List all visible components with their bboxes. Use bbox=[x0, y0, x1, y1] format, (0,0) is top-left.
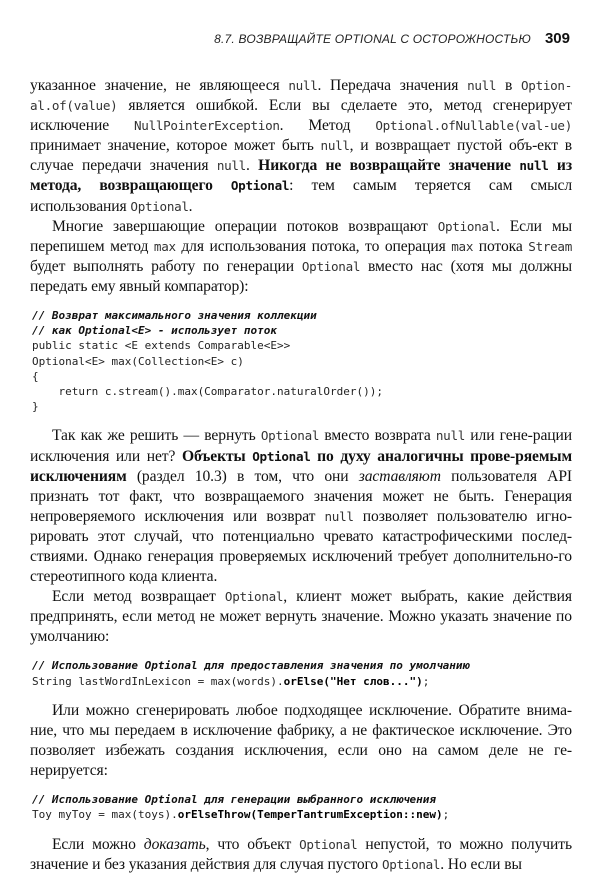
paragraph-6: Если можно доказать, что объект Optional непустой, то можно получить значение и без указания действия для случая пустого Optional. Но если вы bbox=[30, 835, 573, 873]
emphasis: Объекты Optional по духу аналогичны прове-ряемым исключениям bbox=[30, 447, 572, 485]
code-listing-orelse: // Использование Optional для предоставления значения по умолчанию String lastWordInLexicon = max(words).orElse("Нет слов..."); bbox=[32, 659, 470, 688]
paragraph-3: Так как же решить — вернуть Optional вместо возврата null или гене-рации исключения или нет? Объекты Optional по духу аналогичны прове-ряемым исключениям (раздел 10.3) в том, что они заставляют пользователя API признать тот факт, что возвращаемого значения может не быть. Генерация непроверяемого исключения или возврат null позволяет пользователю игно-рировать этот случай, что потенциально чревато катастрофическими послед-ствиями. Однако генерация проверяемых исключений требует дополнительно-го стереотипного кода клиента. bbox=[30, 427, 573, 586]
paragraph-1: указанное значение, не являющееся null. Передача значения null в Option-al.of(value) является ошибкой. Если вы сделаете это, метод сгенерирует исключение NullPointerException. Метод Optional.ofNullable(val-ue) принимает значение, которое может быть null, и возвращает пустой объ-ект в случае передачи значения null. Никогда не возвращайте значение null из метода, возвращающего Optional: тем самым теряется сам смысл использования Optional. bbox=[30, 77, 572, 215]
page-body bbox=[30, 76, 572, 875]
emphasis: Никогда не возвращайте значение null из метода, возвращающего Optional bbox=[30, 157, 572, 195]
page-header bbox=[30, 30, 570, 52]
page-number: 309 bbox=[544, 30, 570, 47]
code-listing-max: // Возврат максимального значения коллекции // как Optional<E> - использует поток public static <E extends Comparable<E>> Optional<E> max(Collection<E> c) { return c.stream().max(Comparator.naturalOrder()); } bbox=[32, 309, 383, 414]
code-listing-orelsethrow: // Использование Optional для генерации выбранного исключения Toy myToy = max(toys).orElseThrow(TemperTantrumException::new); bbox=[32, 793, 450, 822]
paragraph-4: Если метод возвращает Optional, клиент может выбрать, какие действия предпринять, если метод не может вернуть значение. Можно указать значение по умолчанию: bbox=[30, 588, 572, 646]
running-head: 8.7. ВОЗВРАЩАЙТЕ OPTIONAL С ОСТОРОЖНОСТЬЮ bbox=[214, 32, 531, 46]
paragraph-5: Или можно сгенерировать любое подходящее исключение. Обратите внима-ние, что мы передаем в исключение фабрику, а не фактическое исключение. Это позволяет избежать создания исключения, если оно на самом деле не ге-нерируется: bbox=[30, 701, 572, 780]
paragraph-2: Многие завершающие операции потоков возвращают Optional. Если мы перепишем метод max для использования потока, то операция max потока Stream будет выполнять работу по генерации Optional вместо нас (хотя мы должны передать ему явный компаратор): bbox=[30, 217, 572, 295]
